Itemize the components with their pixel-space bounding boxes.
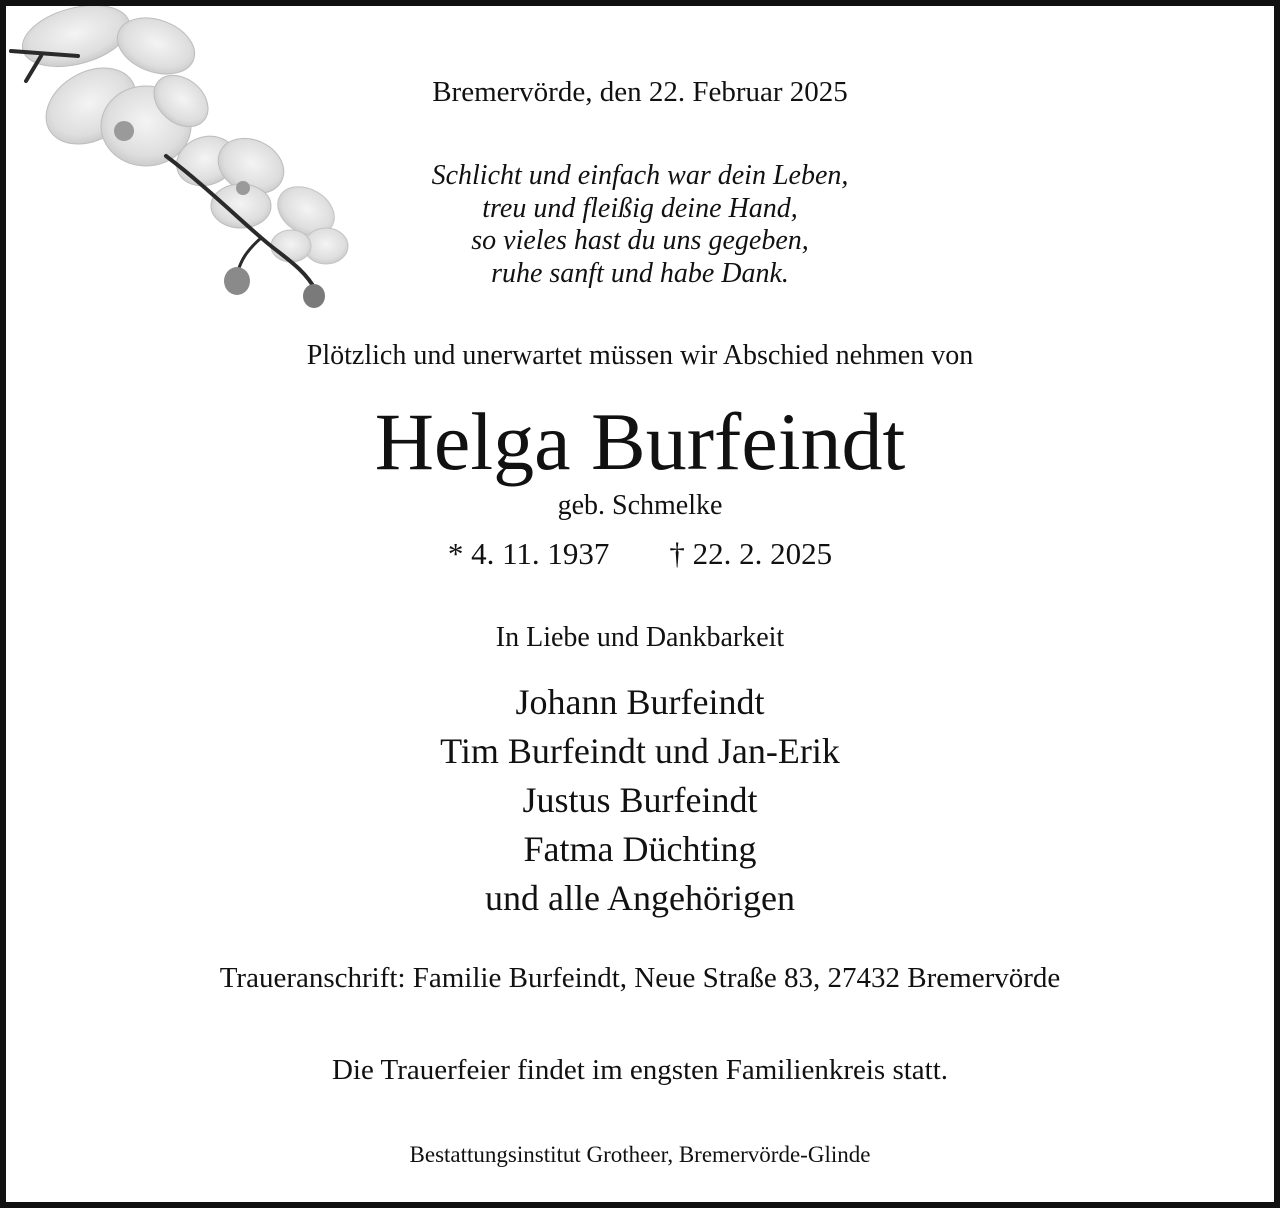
birth-date: * 4. 11. 1937 xyxy=(447,536,610,571)
mourner: Tim Burfeindt und Jan-Erik xyxy=(440,731,840,771)
poem xyxy=(6,160,1274,290)
mourners-list xyxy=(6,678,1274,923)
mourner: Justus Burfeindt xyxy=(522,780,758,820)
poem-line: ruhe sanft und habe Dank. xyxy=(491,257,789,289)
mourner: und alle Angehörigen xyxy=(485,878,795,918)
poem-line: treu und fleißig deine Hand, xyxy=(482,192,798,224)
mourner: Fatma Düchting xyxy=(523,829,757,869)
ceremony-note: Die Trauerfeier findet im engsten Familienkreis statt. xyxy=(331,1054,949,1086)
place-date: Bremervörde, den 22. Februar 2025 xyxy=(432,76,848,108)
dedication: In Liebe und Dankbarkeit xyxy=(495,622,785,653)
maiden-name: geb. Schmelke xyxy=(557,490,723,521)
mourning-address: Traueranschrift: Familie Burfeindt, Neue Straße 83, 27432 Bremervörde xyxy=(219,962,1061,994)
poem-line: so vieles hast du uns gegeben, xyxy=(471,225,809,256)
life-dates xyxy=(6,538,1274,569)
intro-text: Plötzlich und unerwartet müssen wir Abschied nehmen von xyxy=(306,340,974,371)
deceased-name: Helga Burfeindt xyxy=(374,396,906,487)
death-date: † 22. 2. 2025 xyxy=(669,536,833,571)
poem-line: Schlicht und einfach war dein Leben, xyxy=(431,160,849,191)
undertaker: Bestattungsinstitut Grotheer, Bremervörde-Glinde xyxy=(409,1142,871,1167)
mourner: Johann Burfeindt xyxy=(515,682,765,722)
